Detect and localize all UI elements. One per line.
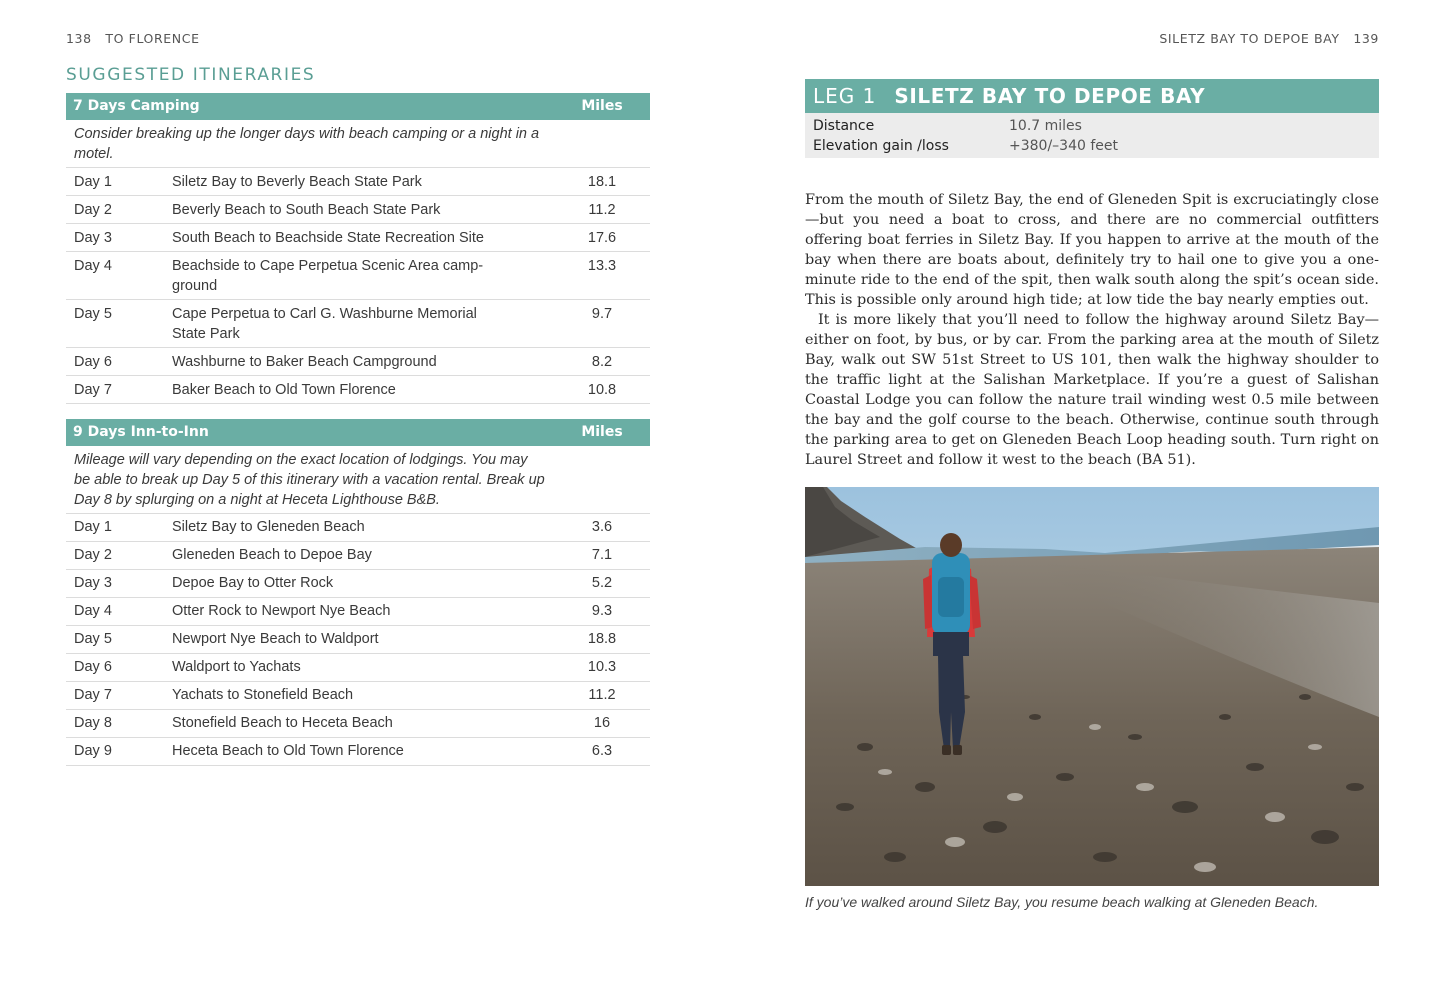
itinerary-title: 9 Days Inn-to-Inn [66,419,554,446]
day-cell: Day 9 [66,738,172,766]
miles-cell: 11.2 [554,196,650,224]
table-row [66,542,650,570]
table-row [66,348,650,376]
route-cell: Otter Rock to Newport Nye Beach [172,598,554,626]
miles-cell: 13.3 [554,252,650,300]
left-running-head [66,31,200,46]
right-running-head [1159,31,1379,46]
table-row [66,570,650,598]
miles-header: Miles [554,419,650,446]
table-row [66,196,650,224]
itinerary-note: Consider breaking up the longer days with beach camping or a night in a motel. [66,120,650,168]
section-title: SUGGESTED ITINERARIES [66,65,316,85]
right-running-title: SILETZ BAY TO DEPOE BAY [1159,31,1340,46]
miles-cell: 18.8 [554,626,650,654]
route-cell: Beachside to Cape Perpetua Scenic Area camp-ground [172,252,554,300]
beach-photo-image [805,487,1379,886]
route-cell: Depoe Bay to Otter Rock [172,570,554,598]
day-cell: Day 2 [66,196,172,224]
table-row [66,252,650,300]
route-cell: Gleneden Beach to Depoe Bay [172,542,554,570]
stat-row-distance [813,116,1379,136]
miles-cell: 6.3 [554,738,650,766]
route-cell: Waldport to Yachats [172,654,554,682]
miles-cell: 3.6 [554,514,650,542]
itinerary-table-inn [66,419,650,766]
day-cell: Day 6 [66,348,172,376]
route-cell: Baker Beach to Old Town Florence [172,376,554,404]
route-cell: Siletz Bay to Gleneden Beach [172,514,554,542]
body-paragraph: It is more likely that you’ll need to follow the highway around Siletz Bay—either on foot, by bus, or by car. From the parking area at the mouth of Siletz Bay, walk out SW 51st Street to US 101, then walk the highway shoulder to the traffic light at the Salishan Marketplace. If you’re a guest of Salishan Coastal Lodge you can follow the nature trail winding west 0.5 mile between the bay and the golf course to the beach. Otherwise, continue south through the parking area to get on Gleneden Beach Loop heading south. Turn right on Laurel Street and follow it west to the beach (BA 51). [805,312,1379,468]
miles-cell: 8.2 [554,348,650,376]
day-cell: Day 8 [66,710,172,738]
day-cell: Day 4 [66,252,172,300]
left-page-number: 138 [66,31,92,46]
table-row [66,710,650,738]
table-row [66,376,650,404]
miles-cell: 5.2 [554,570,650,598]
route-cell: Heceta Beach to Old Town Florence [172,738,554,766]
miles-cell: 18.1 [554,168,650,196]
day-cell: Day 5 [66,626,172,654]
left-running-title: TO FLORENCE [105,31,200,46]
day-cell: Day 1 [66,514,172,542]
table-row [66,626,650,654]
table-row [66,654,650,682]
day-cell: Day 3 [66,570,172,598]
miles-cell: 9.3 [554,598,650,626]
table-row [66,514,650,542]
table-row [66,738,650,766]
miles-cell: 10.3 [554,654,650,682]
day-cell: Day 4 [66,598,172,626]
miles-cell: 16 [554,710,650,738]
table-row [66,598,650,626]
leg-label: LEG 1 [813,84,877,108]
miles-cell: 11.2 [554,682,650,710]
stat-label: Elevation gain /loss [813,138,949,154]
leg-header [805,79,1379,113]
miles-header: Miles [554,93,650,120]
table-row [66,682,650,710]
itinerary-note: Mileage will vary depending on the exact location of lodgings. You may be able to break up Day 5 of this itinerary with a vacation rental. Break up Day 8 by splurging on a night at Heceta Lighthouse B&B. [66,446,650,514]
route-cell: Cape Perpetua to Carl G. Washburne Memorial State Park [172,300,554,348]
stat-value: +380/–340 feet [1009,138,1118,154]
day-cell: Day 5 [66,300,172,348]
stat-value: 10.7 miles [1009,118,1082,134]
day-cell: Day 2 [66,542,172,570]
route-cell: Siletz Bay to Beverly Beach State Park [172,168,554,196]
miles-cell: 9.7 [554,300,650,348]
itinerary-title: 7 Days Camping [66,93,554,120]
day-cell: Day 7 [66,376,172,404]
leg-stats [805,113,1379,158]
table-row [66,168,650,196]
miles-cell: 7.1 [554,542,650,570]
route-cell: Stonefield Beach to Heceta Beach [172,710,554,738]
itinerary-note-row [66,120,650,168]
body-text [805,190,1379,470]
table-header-row [66,419,650,446]
itinerary-note-row [66,446,650,514]
table-row [66,300,650,348]
table-header-row [66,93,650,120]
miles-cell: 17.6 [554,224,650,252]
day-cell: Day 7 [66,682,172,710]
day-cell: Day 1 [66,168,172,196]
route-cell: Yachats to Stonefield Beach [172,682,554,710]
table-row [66,224,650,252]
right-page-number: 139 [1353,31,1379,46]
stat-label: Distance [813,118,875,134]
day-cell: Day 3 [66,224,172,252]
day-cell: Day 6 [66,654,172,682]
route-cell: Beverly Beach to South Beach State Park [172,196,554,224]
body-paragraph: From the mouth of Siletz Bay, the end of Gleneden Spit is excruciatingly close—but you need a boat to cross, and there are no commercial outfitters offering boat ferries in Siletz Bay. If you happen to arrive at the mouth of the bay when there are boats about, definitely try to hail one to give you a one-minute ride to the end of the spit, then walk south along the spit’s ocean side. This is possible only around high tide; at low tide the bay nearly empties out. [805,192,1379,308]
leg-title: SILETZ BAY TO DEPOE BAY [894,84,1206,108]
route-cell: South Beach to Beachside State Recreation Site [172,224,554,252]
itinerary-table-camping [66,93,650,404]
miles-cell: 10.8 [554,376,650,404]
photo-caption: If you’ve walked around Siletz Bay, you resume beach walking at Gleneden Beach. [805,894,1319,910]
route-cell: Newport Nye Beach to Waldport [172,626,554,654]
stat-row-elevation [813,136,1379,156]
beach-photo [805,487,1379,886]
route-cell: Washburne to Baker Beach Campground [172,348,554,376]
